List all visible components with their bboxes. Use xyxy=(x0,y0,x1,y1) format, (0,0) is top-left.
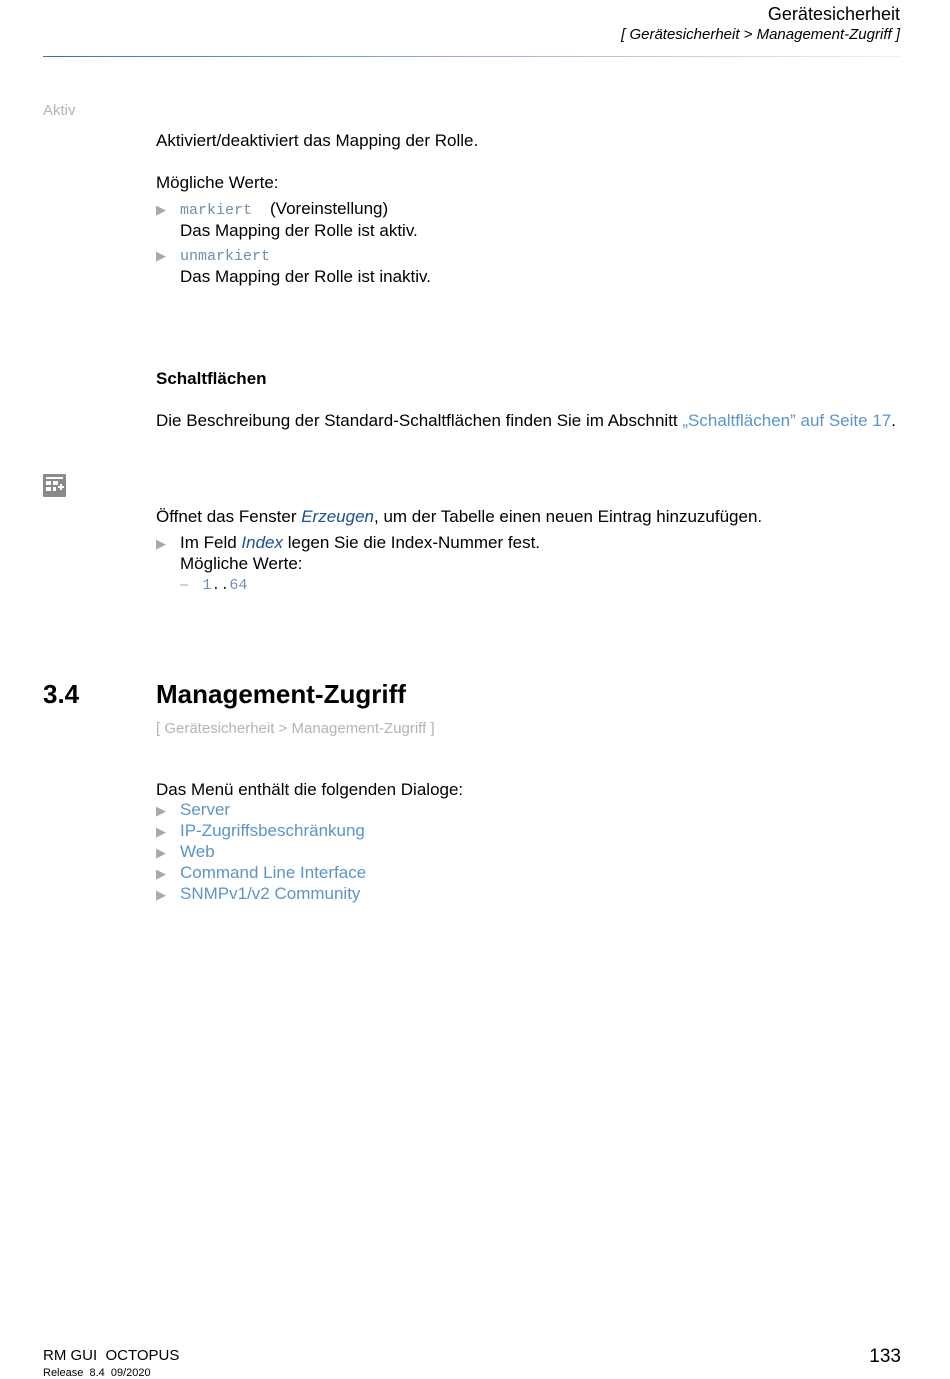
triangle-right-icon: ▶ xyxy=(156,536,166,551)
triangle-right-icon: ▶ xyxy=(156,824,166,839)
dialog-link-ip-zugriffsbeschraenkung[interactable]: IP-Zugriffsbeschränkung xyxy=(180,821,365,840)
section-heading-schaltflaechen: Schaltflächen xyxy=(156,369,267,388)
running-header-breadcrumb: [ Gerätesicherheit > Management-Zugriff ] xyxy=(621,26,900,43)
triangle-right-icon: ▶ xyxy=(156,866,166,881)
buttons-description xyxy=(156,411,896,431)
index-range xyxy=(156,574,540,596)
list-item[interactable] xyxy=(156,884,366,905)
list-item[interactable] xyxy=(156,800,366,821)
possible-values-label: Mögliche Werte: xyxy=(156,173,279,192)
chapter-number: 3.4 xyxy=(43,679,80,709)
chapter-breadcrumb: [ Gerätesicherheit > Management-Zugriff ] xyxy=(156,720,435,737)
window-name-erzeugen: Erzeugen xyxy=(301,507,374,526)
value-code: markiert xyxy=(180,202,253,219)
value-description: Das Mapping der Rolle ist inaktiv. xyxy=(180,267,432,286)
value-code: unmarkiert xyxy=(180,248,271,265)
list-item[interactable] xyxy=(156,821,366,842)
dialog-link-snmp-community[interactable]: SNMPv1/v2 Community xyxy=(180,884,361,903)
parameter-label-aktiv: Aktiv xyxy=(43,102,76,119)
dialog-list xyxy=(156,800,366,905)
triangle-right-icon: ▶ xyxy=(156,887,166,902)
chapter-title: Management-Zugriff xyxy=(156,679,406,709)
dash-icon: – xyxy=(180,576,189,593)
range-end: 64 xyxy=(229,577,248,594)
range-start: 1 xyxy=(202,577,212,594)
footer-product: RM GUI OCTOPUS xyxy=(43,1347,180,1364)
dialog-link-cli[interactable]: Command Line Interface xyxy=(180,863,367,882)
buttons-text: Die Beschreibung der Standard-Schaltflächen finden Sie im Abschnitt xyxy=(156,411,683,430)
list-item[interactable] xyxy=(156,842,366,863)
create-text: Öffnet das Fenster xyxy=(156,507,302,526)
chapter-intro: Das Menü enthält die folgenden Dialoge: xyxy=(156,780,464,799)
value-item-unmarkiert xyxy=(156,246,431,287)
range-separator: .. xyxy=(211,577,230,594)
dialog-link-web[interactable]: Web xyxy=(180,842,215,861)
aktiv-description: Aktiviert/deaktiviert das Mapping der Rolle. xyxy=(156,131,479,150)
value-description: Das Mapping der Rolle ist aktiv. xyxy=(180,221,418,240)
dialog-link-server[interactable]: Server xyxy=(180,800,231,819)
footer-release: Release 8.4 09/2020 xyxy=(43,1367,151,1379)
list-item[interactable] xyxy=(156,863,366,884)
table-add-icon xyxy=(43,474,66,497)
triangle-right-icon: ▶ xyxy=(156,248,166,263)
buttons-text-end: . xyxy=(891,411,896,430)
create-text-end: , um der Tabelle einen neuen Eintrag hinzuzufügen. xyxy=(374,507,763,526)
value-note: (Voreinstellung) xyxy=(270,199,389,218)
index-bullet xyxy=(156,533,540,596)
field-name-index: Index xyxy=(241,533,283,552)
schaltflaechen-link[interactable]: „Schaltflächen” auf Seite 17 xyxy=(682,411,892,430)
bullet-text-end: legen Sie die Index-Nummer fest. xyxy=(283,533,541,552)
page-number: 133 xyxy=(869,1346,901,1367)
possible-values-label: Mögliche Werte: xyxy=(180,554,303,573)
bullet-text: Im Feld xyxy=(180,533,242,552)
triangle-right-icon: ▶ xyxy=(156,845,166,860)
header-rule xyxy=(43,56,901,57)
value-item-markiert xyxy=(156,199,418,241)
running-header-title: Gerätesicherheit xyxy=(767,4,900,24)
create-description xyxy=(156,507,762,527)
triangle-right-icon: ▶ xyxy=(156,202,166,217)
triangle-right-icon: ▶ xyxy=(156,803,166,818)
